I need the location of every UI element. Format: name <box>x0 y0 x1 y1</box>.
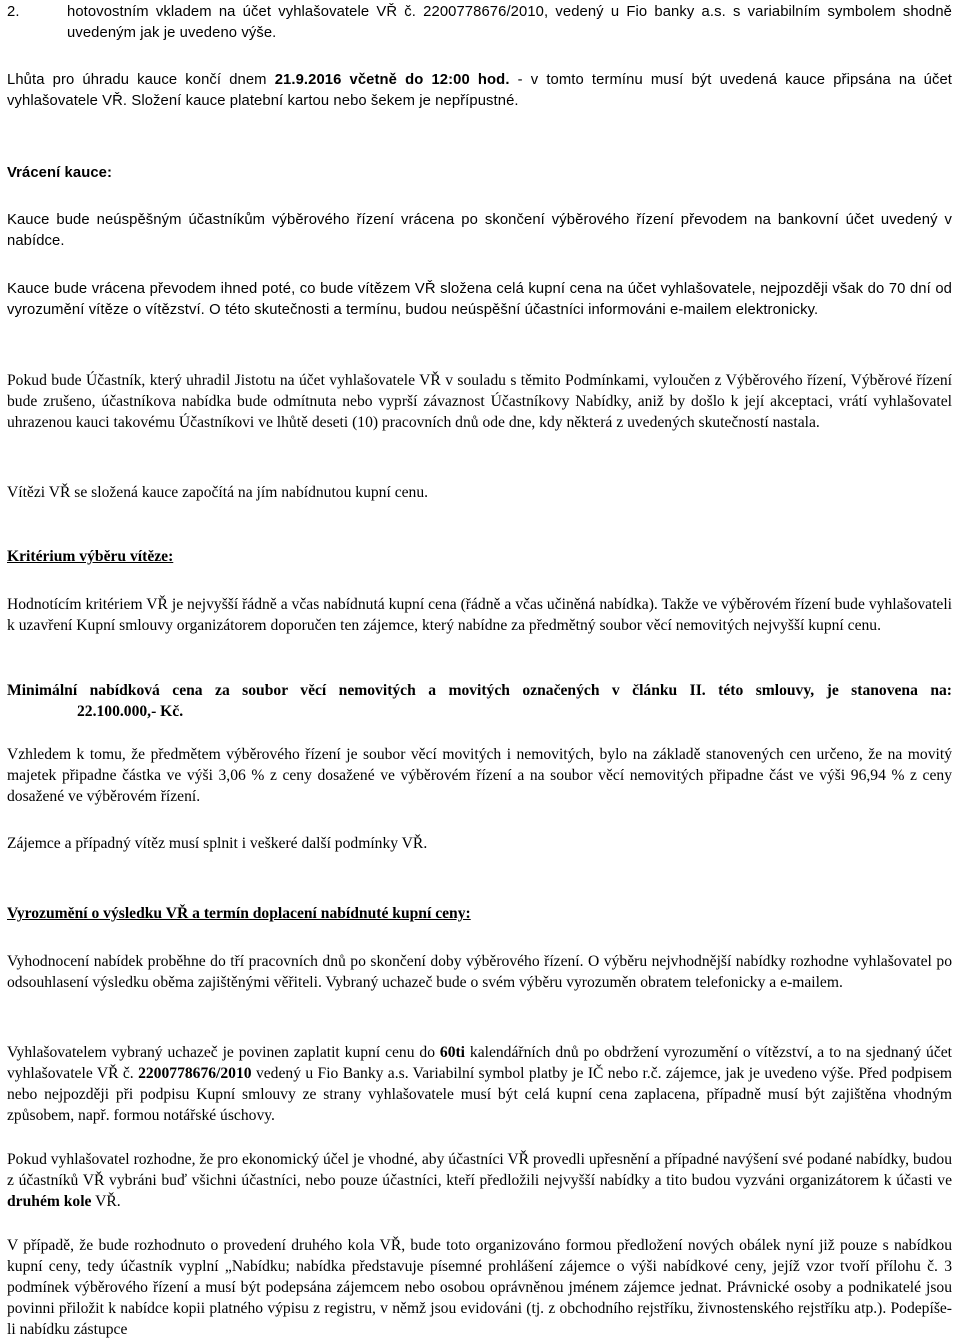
refund-text-2a: Kauce bude vrácena převodem ihned poté, co bude vítězem VŘ složena celá kupní cena na účet vyhlašovatele, nejpozději však do 70 dní od vyrozumění vítěze o vítězství. <box>7 281 952 318</box>
list-item-2 <box>7 2 952 44</box>
minimum-price-label: Minimální nabídková cena za soubor věcí nemovitých a movitých označených v článku II. této smlouvy, je stanovena na: <box>7 682 952 699</box>
deadline-paragraph <box>7 70 952 112</box>
notification-heading <box>7 903 952 924</box>
list-item-text: hotovostním vkladem na účet vyhlašovatele VŘ č. 2200778676/2010, vedený u Fio banky a.s. s variabilním symbolem shodně uvedeným jak je uvedeno výše. <box>67 4 952 41</box>
notification-paragraph-1: Vyhodnocení nabídek proběhne do tří pracovních dnů po skončení doby výběrového řízení. O výběru nejvhodnější nabídky rozhodne vyhlašovatel po odsouhlasení výsledku oběma zajištěnými věřiteli. Vybraný uchazeč bude o svém výběru vyrozuměn obratem telefonicky a e-mailem. <box>7 953 952 991</box>
refund-heading <box>7 163 952 184</box>
deadline-date: 21.9.2016 včetně do 12:00 hod. <box>274 72 510 88</box>
deadline-text-1: Lhůta pro úhradu kauce končí dnem <box>7 72 275 88</box>
refund-text-2b: O této skutečnosti a termínu, budou neúspěšní účastníci informováni e-mailem elektronicky. <box>204 302 819 318</box>
refund-paragraph-2 <box>7 279 952 321</box>
notification-text-2e: vedený u Fio Banky a.s. Variabilní symbol platby je IČ nebo r.č. zájemce, jak je uvedeno výše. Před podpisem nebo nejpozději při podpisu Kupní smlouvy ze strany vyhlašovatele musí být celá kupní cena zaplacena, případně musí být zajištěna vhodným způsobem, např. formou notářské úschovy. <box>7 1065 952 1124</box>
list-item-number: 2. <box>7 4 20 20</box>
deadline-text-2: - v tomto termínu musí být uvedená kauce připsána na účet vyhlašovatele VŘ. Složení kauce platební kartou nebo šekem je nepřípustné. <box>7 72 952 109</box>
notification-paragraph-3 <box>7 1149 952 1212</box>
refund-heading-text: Vrácení kauce: <box>7 165 113 181</box>
criterion-paragraph-2: Vzhledem k tomu, že předmětem výběrového řízení je soubor věcí movitých i nemovitých, bylo na základě stanovených cen určeno, že na movitý majetek připadne částka ve výši 3,06 % z ceny dosažené ve výběrovém řízení a na soubor věcí nemovitých připadne část ve výši 96,94 % z ceny dosažené ve výběrovém řízení. <box>7 746 952 805</box>
criterion-heading-text: Kritérium výběru vítěze: <box>7 548 174 565</box>
refund-paragraph-4: Vítězi VŘ se složená kauce započítá na jím nabídnutou kupní cenu. <box>7 484 429 501</box>
refund-paragraph-1: Kauce bude neúspěšným účastníkům výběrového řízení vrácena po skončení výběrového řízení převodem na bankovní účet uvedený v nabídce. <box>7 212 952 249</box>
criterion-heading <box>7 546 952 567</box>
notification-text-2a: Vyhlašovatelem vybraný uchazeč je povinen zaplatit kupní cenu do <box>7 1044 440 1061</box>
notification-heading-text: Vyrozumění o výsledku VŘ a termín doplacení nabídnuté kupní ceny: <box>7 905 471 922</box>
refund-paragraph-3: Pokud bude Účastník, který uhradil Jistotu na účet vyhlašovatele VŘ v souladu s těmito Podmínkami, vyloučen z Výběrového řízení, Výběrové řízení bude zrušeno, účastníkova nabídka bude odmítnuta nebo vyprší závaznost Účastníkovy Nabídky, aniž by došlo k její akceptaci, vrátí vyhlašovatel uhrazenou kauci takovému Účastníkovi ve lhůtě deseti (10) pracovních dnů ode dne, kdy některá z uvedených skutečností nastala. <box>7 372 952 431</box>
notification-text-2c: kalendářních dnů po obdržení vyrozumění o vítězství, a to na sjednaný účet vyhlašovatele VŘ č. <box>7 1044 953 1082</box>
minimum-price-paragraph <box>7 680 952 722</box>
notification-paragraph-2 <box>7 1042 952 1126</box>
notification-text-3a: Pokud vyhlašovatel rozhodne, že pro ekonomický účel je vhodné, aby účastníci VŘ provedli upřesnění a případné navýšení své podané nabídky, budou z účastníků VŘ vybráni buď všichni účastníci, nebo pouze účastníci, kteří předložili nejvyšší nabídky a tito budou vyzváni organizátorem k účasti ve <box>7 1151 952 1189</box>
minimum-price-amount: 22.100.000,- Kč. <box>77 703 184 720</box>
second-round: druhém kole <box>7 1193 92 1210</box>
account-number: 2200778676/2010 <box>138 1065 252 1082</box>
criterion-paragraph-3: Zájemce a případný vítěz musí splnit i veškeré další podmínky VŘ. <box>7 835 428 852</box>
criterion-paragraph-1: Hodnotícím kritériem VŘ je nejvyšší řádně a včas nabídnutá kupní cena (řádně a včas učiněná nabídka). Takže ve výběrovém řízení bude vyhlašovateli k uzavření Kupní smlouvy organizátorem doporučen ten zájemce, který nabídne za předmětný soubor věcí nemovitých nejvyšší kupní cenu. <box>7 596 952 634</box>
payment-days: 60ti <box>439 1044 466 1061</box>
notification-text-3c: VŘ. <box>91 1193 121 1210</box>
notification-paragraph-4: V případě, že bude rozhodnuto o provedení druhého kola VŘ, bude toto organizováno formou předložení nových obálek nyní již pouze s nabídkou kupní ceny, tedy účastník vyplní „Nabídku; nabídka představuje písemné prohlášení zájemce o výši nabídkové ceny, jejíž vzor tvoří přílohu č. 3 podmínek výběrového řízení a musí být podepsána zájemcem nebo osobou oprávněnou jménem zájemce jednat. Právnické osoby a podnikatelé jsou povinni přiložit k nabídce kopii platného výpisu z registru, v němž jsou evidováni (tj. z obchodního rejstříku, živnostenského rejstříku atp.). Podepíše-li nabídku zástupce <box>7 1237 952 1338</box>
